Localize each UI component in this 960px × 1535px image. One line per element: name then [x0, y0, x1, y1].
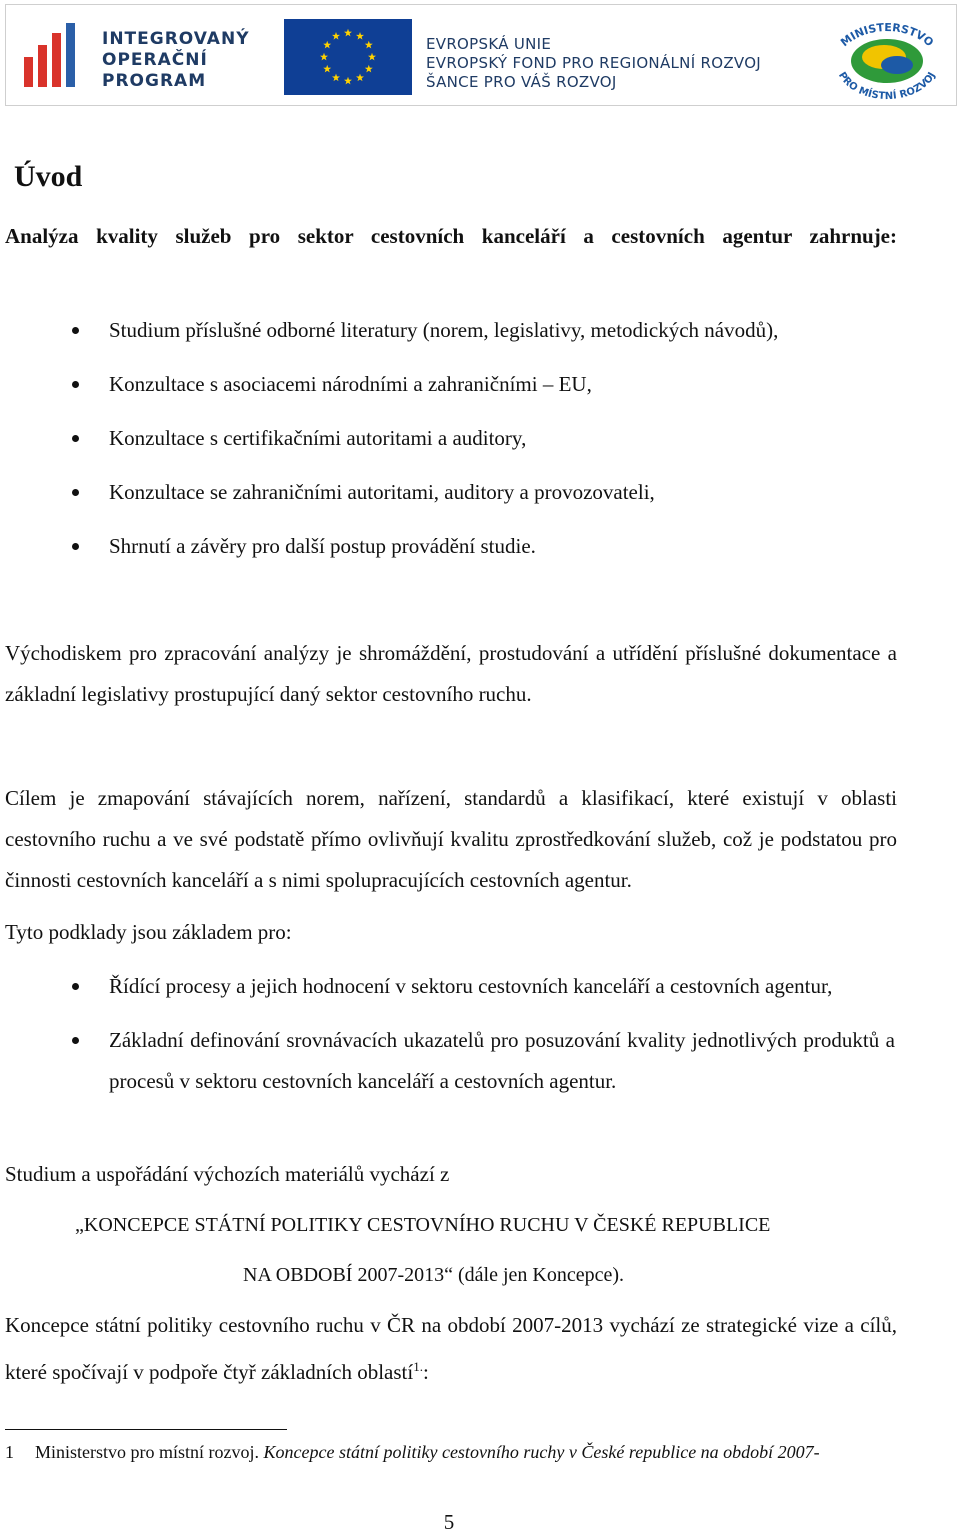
- bullet-icon: [72, 435, 79, 442]
- eu-flag-icon: [284, 19, 412, 95]
- list-item: Konzultace s asociacemi národními a zahraničními – EU,: [0, 364, 895, 405]
- bullet-icon: [72, 983, 79, 990]
- header-logo-bar: [5, 4, 957, 106]
- list-item: Konzultace s certifikačními autoritami a auditory,: [0, 418, 895, 459]
- footnote: 1 Ministerstvo pro místní rozvoj. Koncepce státní politiky cestovního ruchy v České republice na období 2007-: [5, 1442, 820, 1462]
- materials-purpose-list: [0, 966, 960, 1102]
- list-item: Řídící procesy a jejich hodnocení v sektoru cestovních kanceláří a cestovních agentur,: [0, 966, 895, 1007]
- iop-logo: [20, 19, 260, 93]
- footnote-divider: [5, 1429, 287, 1430]
- page-title: Úvod: [14, 160, 83, 193]
- list-item: Základní definování srovnávacích ukazatelů pro posuzování kvality jednotlivých produktů a procesů v sektoru cestovních kanceláří a cestovních agentur.: [0, 1020, 895, 1102]
- page-number: 5: [443, 1510, 455, 1534]
- footnote-reference: 1.: [413, 1359, 423, 1374]
- bullet-icon: [72, 489, 79, 496]
- list-item: Shrnutí a závěry pro další postup provádění studie.: [0, 526, 895, 567]
- bullet-icon: [72, 381, 79, 388]
- paragraph-materials-intro: Tyto podklady jsou základem pro:: [5, 920, 292, 944]
- concept-title-line2: NA OBDOBÍ 2007-2013“ (dále jen Koncepce).: [243, 1264, 625, 1286]
- analysis-steps-list: [0, 310, 960, 567]
- concept-title-line1: „KONCEPCE STÁTNÍ POLITIKY CESTOVNÍHO RUCHU V ČESKÉ REPUBLICE: [75, 1214, 771, 1236]
- eu-logo-text: EVROPSKÁ UNIE EVROPSKÝ FOND PRO REGIONÁLNÍ ROZVOJ ŠANCE PRO VÁŠ ROZVOJ: [426, 35, 762, 91]
- list-item: Studium příslušné odborné literatury (norem, legislativy, metodických návodů),: [0, 310, 895, 351]
- list-item: Konzultace se zahraničními autoritami, auditory a provozovateli,: [0, 472, 895, 513]
- bullet-icon: [72, 327, 79, 334]
- iop-logo-text: INTEGROVANÝ OPERAČNÍ PROGRAM: [102, 29, 250, 91]
- bullet-icon: [72, 1037, 79, 1044]
- intro-text: Analýza kvality služeb pro sektor cestovních kanceláří a cestovních agentur zahrnuje:: [5, 224, 897, 248]
- paragraph-sources: Studium a uspořádání výchozích materiálů vychází z: [5, 1162, 450, 1186]
- mmr-logo-top-text: MINISTERSTVO: [838, 20, 936, 50]
- mmr-logo-bottom-text: PRO MÍSTNÍ ROZVOJ: [835, 70, 938, 101]
- mmr-logo: [822, 13, 952, 101]
- paragraph-basis: Východiskem pro zpracování analýzy je shromáždění, prostudování a utřídění příslušné dokumentace a základní legislativy prostupující daný sektor cestovního ruchu.: [5, 641, 897, 706]
- paragraph-goal: Cílem je zmapování stávajících norem, nařízení, standardů a klasifikací, které existují v oblasti cestovního ruchu a ve své podstatě přímo ovlivňují kvalitu zprostředkování služeb, což je podstatou pro činnosti cestovních kanceláří a s nimi spolupracujících cestovních agentur.: [5, 786, 897, 892]
- bullet-icon: [72, 543, 79, 550]
- iop-logo-bars: [20, 21, 90, 91]
- paragraph-concept: Koncepce státní politiky cestovního ruchu v ČR na období 2007-2013 vychází ze strategické vize a cílů, které spočívají v podpoře čtyř základních oblastí$^{1.}$:: [5, 1313, 897, 1384]
